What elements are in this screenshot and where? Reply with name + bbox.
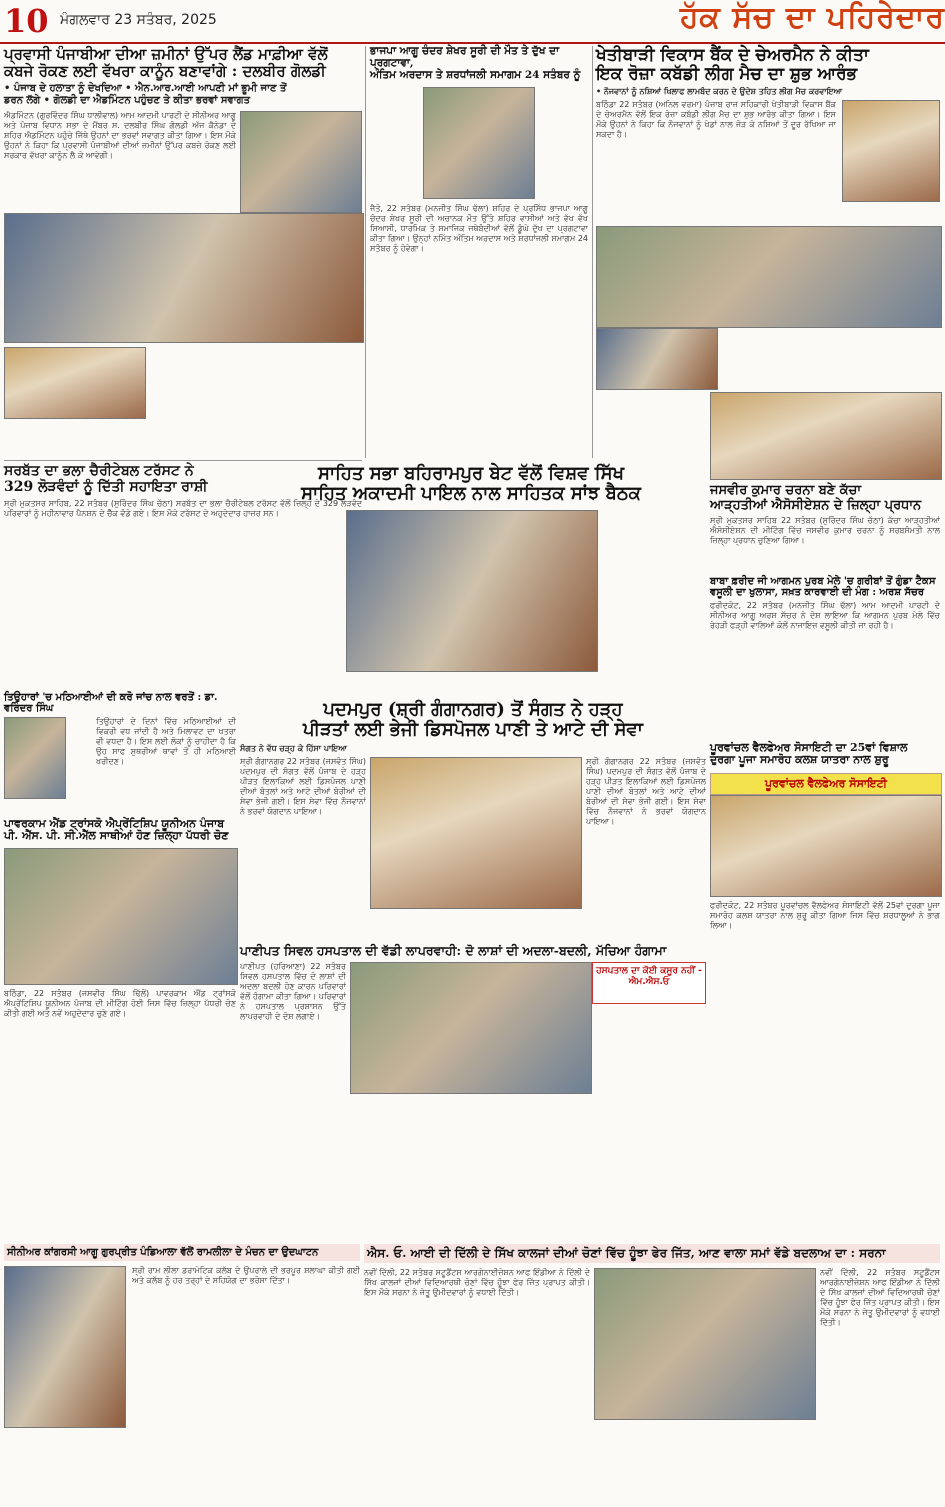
- article-body: ਬਠਿੰਡਾ 22 ਸਤੰਬਰ (ਅਨਿਲ ਵਰਮਾ) ਪੰਜਾਬ ਰਾਜ ਸਹਿਕਾਰੀ ਖੇਤੀਬਾੜੀ ਵਿਕਾਸ ਬੈਂਕ ਦੇ ਚੇਅਰਮੈਨ ਵੱਲੋਂ ਇਕ ਰੋਜ਼ਾ ਕਬੱਡੀ ਲੀਗ ਮੈਚ ਦਾ ਸ਼ੁਭ ਆਰੰਭ ਕੀਤਾ ਗਿਆ। ਇਸ ਮੌਕੇ ਉਹਨਾਂ ਨੇ ਕਿਹਾ ਕਿ ਨੌਜਵਾਨਾਂ ਨੂੰ ਖੇਡਾਂ ਨਾਲ ਜੋੜ ਕੇ ਨਸ਼ਿਆਂ ਤੋਂ ਦੂਰ ਰੱਖਿਆ ਜਾ ਸਕਦਾ ਹੈ।: [596, 99, 836, 139]
- issue-date: ਮੰਗਲਵਾਰ 23 ਸਤੰਬਰ, 2025: [60, 12, 217, 28]
- headline: 329 ਲੋੜਵੰਦਾਂ ਨੂੰ ਦਿੱਤੀ ਸਹਾਇਤਾ ਰਾਸ਼ੀ: [4, 478, 208, 495]
- photo-kalash-yatra: [710, 795, 942, 897]
- article-sahit-sabha: [236, 464, 706, 696]
- headline: ਤਿਉਹਾਰਾਂ 'ਚ ਮਠਿਆਈਆਂ ਦੀ ਕਰੋ ਜਾਂਚ ਨਾਲ ਵਰਤੋਂ : ਡਾ. ਵਰਿੰਦਰ ਸਿੰਘ: [4, 692, 218, 715]
- article-gunda-tax: [710, 576, 940, 736]
- headline: ਸਰਬੱਤ ਦਾ ਭਲਾ ਚੈਰੀਟੇਬਲ ਟਰੱਸਟ ਨੇ: [4, 463, 194, 479]
- article-body: ਸ੍ਰੀ ਮੁਕਤਸਰ ਸਾਹਿਬ, 22 ਸਤੰਬਰ (ਸੁਰਿੰਦਰ ਸਿੰਘ ਚੱਠਾ) ਸਰਬੱਤ ਦਾ ਭਲਾ ਚੈਰੀਟੇਬਲ ਟਰੱਸਟ ਵੱਲੋਂ ਜ਼ਿਲ੍ਹੇ ਦੇ 329 ਲੋੜਵੰਦ ਪਰਿਵਾਰਾਂ ਨੂੰ ਮਹੀਨਾਵਾਰ ਪੈਨਸ਼ਨ ਦੇ ਚੈੱਕ ਵੰਡੇ ਗਏ। ਇਸ ਮੌਕੇ ਟਰੱਸਟ ਦੇ ਅਹੁਦੇਦਾਰ ਹਾਜ਼ਰ ਸਨ।: [4, 499, 362, 519]
- headline: ਆੜ੍ਹਤੀਆਂ ਐਸੋਸੀਏਸ਼ਨ ਦੇ ਜ਼ਿਲ੍ਹਾ ਪ੍ਰਧਾਨ: [710, 497, 922, 513]
- article-body: ਫਰੀਦਕੋਟ, 22 ਸਤੰਬਰ ਪੂਰਵਾਂਚਲ ਵੈਲਫੇਅਰ ਸੋਸਾਇਟੀ ਵੱਲੋਂ 25ਵਾਂ ਦੁਰਗਾ ਪੂਜਾ ਸਮਾਰੋਹ ਕਲਸ਼ ਯਾਤਰਾ ਨਾਲ ਸ਼ੁਰੂ ਕੀਤਾ ਗਿਆ ਜਿਸ ਵਿੱਚ ਸ਼ਰਧਾਲੂਆਂ ਨੇ ਭਾਗ ਲਿਆ।: [710, 900, 940, 930]
- headline: ਕਬਜੇ ਰੋਕਣ ਲਈ ਵੱਖਰਾ ਕਾਨੂੰਨ ਬਣਾਵਾਂਗੇ : ਦਲਬੀਰ ਗੋਲਡੀ: [4, 61, 326, 80]
- subheadline: ਸੰਗਤ ਨੇ ਵੱਧ ਚੜ੍ਹ ਕੇ ਹਿੱਸਾ ਪਾਇਆ: [240, 744, 347, 754]
- headline: ਜਸਵੀਰ ਕੁਮਾਰ ਚਰਨਾ ਬਣੇ ਕੱਚਾ: [710, 483, 862, 498]
- article-durga-puja: [710, 742, 940, 1242]
- subheadline: ਡਰਨ ਲੱਗੇ • ਗੋਲਡੀ ਦਾ ਐਡਮਿੰਟਨ ਪਹੁੰਚਣ ਤੇ ਕੀਤਾ ਭਰਵਾਂ ਸਵਾਗਤ: [4, 94, 251, 106]
- photo-kabaddi-match: [596, 226, 942, 328]
- article-body: ਸ੍ਰੀ ਰਾਮ ਲੀਲਾ ਡਰਾਮੇਟਿਕ ਕਲੱਬ ਦੇ ਉਪਰਾਲੇ ਦੀ ਭਰਪੂਰ ਸ਼ਲਾਘਾ ਕੀਤੀ ਗਈ ਅਤੇ ਕਲੱਬ ਨੂੰ ਹਰ ਤਰ੍ਹਾਂ ਦੇ ਸਹਿਯੋਗ ਦਾ ਭਰੋਸਾ ਦਿੱਤਾ।: [132, 1266, 360, 1286]
- headline: ਅੰਤਿਮ ਅਰਦਾਸ ਤੇ ਸ਼ਰਧਾਂਜਲੀ ਸਮਾਗਮ 24 ਸਤੰਬਰ ਨੂੰ: [370, 68, 581, 81]
- article-body: ਨਵੀਂ ਦਿੱਲੀ, 22 ਸਤੰਬਰ ਸਟੂਡੈਂਟਸ ਆਰਗੇਨਾਈਜ਼ੇਸ਼ਨ ਆਫ ਇੰਡੀਆ ਨੇ ਦਿੱਲੀ ਦੇ ਸਿੱਖ ਕਾਲਜਾਂ ਦੀਆਂ ਵਿਦਿਆਰਥੀ ਚੋਣਾਂ ਵਿੱਚ ਹੂੰਝਾ ਫੇਰ ਜਿੱਤ ਪ੍ਰਾਪਤ ਕੀਤੀ। ਇਸ ਮੌਕੇ ਸਰਨਾ ਨੇ ਜੇਤੂ ਉਮੀਦਵਾਰਾਂ ਨੂੰ ਵਧਾਈ ਦਿੱਤੀ।: [820, 1268, 940, 1328]
- article-panipat-hospital: [240, 944, 706, 1240]
- article-body: ਨਵੀਂ ਦਿੱਲੀ, 22 ਸਤੰਬਰ ਸਟੂਡੈਂਟਸ ਆਰਗੇਨਾਈਜ਼ੇਸ਼ਨ ਆਫ ਇੰਡੀਆ ਨੇ ਦਿੱਲੀ ਦੇ ਸਿੱਖ ਕਾਲਜਾਂ ਦੀਆਂ ਵਿਦਿਆਰਥੀ ਚੋਣਾਂ ਵਿੱਚ ਹੂੰਝਾ ਫੇਰ ਜਿੱਤ ਪ੍ਰਾਪਤ ਕੀਤੀ। ਇਸ ਮੌਕੇ ਸਰਨਾ ਨੇ ਜੇਤੂ ਉਮੀਦਵਾਰਾਂ ਨੂੰ ਵਧਾਈ ਦਿੱਤੀ।: [364, 1268, 590, 1298]
- headline: ਖੇਤੀਬਾੜੀ ਵਿਕਾਸ ਬੈਂਕ ਦੇ ਚੇਅਰਮੈਨ ਨੇ ਕੀਤਾ: [596, 45, 869, 65]
- headline: ਪਦਮਪੁਰ (ਸ਼੍ਰੀ ਗੰਗਾਨਗਰ) ਤੋਂ ਸੰਗਤ ਨੇ ਹੜ੍ਹ: [323, 699, 623, 720]
- headline: ਪ੍ਰਵਾਸੀ ਪੰਜਾਬੀਆ ਦੀਆ ਜ਼ਮੀਨਾਂ ਉੱਪਰ ਲੈਂਡ ਮਾਫ਼ੀਆ ਵੱਲੋਂ: [4, 45, 328, 63]
- article-soi-victory: [364, 1244, 940, 1504]
- photo-union: [4, 848, 238, 985]
- article-body: ਜੈਤੋ, 22 ਸਤੰਬਰ (ਮਨਜੀਤ ਸਿੰਘ ਢੱਲਾ) ਸ਼ਹਿਰ ਦੇ ਪ੍ਰਸਿੱਧ ਭਾਜਪਾ ਆਗੂ ਚੰਦਰ ਸ਼ੇਖਰ ਸੂਰੀ ਦੀ ਅਚਾਨਕ ਮੌਤ ਉੱਤੇ ਸ਼ਹਿਰ ਵਾਸੀਆਂ ਅਤੇ ਵੱਖ ਵੱਖ ਸਿਆਸੀ, ਧਾਰਮਿਕ ਤੇ ਸਮਾਜਿਕ ਜਥੇਬੰਦੀਆਂ ਵੱਲੋਂ ਡੂੰਘੇ ਦੁੱਖ ਦਾ ਪ੍ਰਗਟਾਵਾ ਕੀਤਾ ਗਿਆ। ਉਨ੍ਹਾਂ ਨਮਿੱਤ ਅੰਤਿਮ ਅਰਦਾਸ ਅਤੇ ਸ਼ਰਧਾਂਜਲੀ ਸਮਾਗਮ 24 ਸਤੰਬਰ ਨੂੰ ਹੋਵੇਗਾ।: [370, 204, 588, 254]
- headline: ਸਾਹਿਤ ਸਭਾ ਬਹਿਰਾਮਪੁਰ ਬੇਟ ਵੱਲੋਂ ਵਿਸ਼ਵ ਸਿੱਖ: [318, 463, 624, 484]
- headline: ਇਕ ਰੋਜ਼ਾ ਕਬੱਡੀ ਲੀਗ ਮੈਚ ਦਾ ਸ਼ੁਭ ਆਰੰਭ: [596, 64, 858, 85]
- photo-gathering: [346, 510, 598, 672]
- portrait-photo: [423, 87, 535, 199]
- photo-students: [594, 1268, 816, 1420]
- portrait-doctor: [4, 717, 66, 799]
- headline: ਦੁਰਗਾ ਪੂਜਾ ਸਮਾਰੋਹ ਕਲਸ਼ ਯਾਤਰਾ ਨਾਲ ਸ਼ੁਰੂ: [710, 753, 889, 767]
- subheadline: • ਪੰਜਾਬ ਦੇ ਹਲਾਤਾ ਨੂੰ ਦੇਖਦਿਆ • ਐਨ.ਆਰ.ਆਈ ਆਪਣੀ ਮਾਂ ਭੂਮੀ ਜਾਣ ਤੋਂ: [4, 82, 287, 94]
- headline: ਪੀ. ਐੱਸ. ਪੀ. ਸੀ.ਐੱਲ ਸਾਥੀਆਂ ਹੋਣ ਜ਼ਿਲ੍ਹਾ ਪੱਧਰੀ ਚੋਣ: [4, 829, 229, 843]
- headline: ਸੀਨੀਅਰ ਕਾਂਗਰਸੀ ਆਗੂ ਗੁਰਪ੍ਰੀਤ ਪੰਡਿਆਲਾ ਵੱਲੋਂ ਰਾਮਲੀਲਾ ਦੇ ਮੰਚਨ ਦਾ ਉਦਘਾਟਨ: [4, 1244, 360, 1261]
- article-jasvir-charna: [710, 392, 940, 572]
- brand-logo: ਹੱਕ ਸੱਚ ਦਾ ਪਹਿਰੇਦਾਰ: [680, 0, 945, 35]
- headline: ਪਾਣੀਪਤ ਸਿਵਲ ਹਸਪਤਾਲ ਦੀ ਵੱਡੀ ਲਾਪਰਵਾਹੀ: ਦੋ ਲਾਸ਼ਾਂ ਦੀ ਅਦਲਾ-ਬਦਲੀ, ਮੱਚਿਆ ਹੰਗਾਮਾ: [240, 943, 667, 958]
- article-sweets: [4, 692, 236, 812]
- article-nri-land: [4, 46, 362, 458]
- article-powercom-union: [4, 818, 236, 1248]
- headline: ਭਾਜਪਾ ਆਗੂ ਚੰਦਰ ਸ਼ੇਖਰ ਸੂਰੀ ਦੀ ਮੌਤ ਤੇ ਦੁੱਖ ਦਾ ਪ੍ਰਗਟਾਵਾ,: [370, 45, 560, 69]
- article-body: ਬਠਿੰਡਾ, 22 ਸਤੰਬਰ (ਜਸਵੀਰ ਸਿੰਘ ਢਿੱਲੋਂ) ਪਾਵਰਕਾਮ ਐਂਡ ਟ੍ਰਾਂਸਕੋ ਐਪ੍ਰੇਂਟਿਸ਼ਿਪ ਯੂਨੀਅਨ ਪੰਜਾਬ ਦੀ ਮੀਟਿੰਗ ਹੋਈ ਜਿਸ ਵਿੱਚ ਜ਼ਿਲ੍ਹਾ ਪੱਧਰੀ ਚੋਣ ਕੀਤੀ ਗਈ ਅਤੇ ਨਵੇਂ ਅਹੁਦੇਦਾਰ ਚੁਣੇ ਗਏ।: [4, 988, 236, 1018]
- article-suri-tribute: [370, 46, 588, 458]
- headline: ਪੂਰਵਾਂਚਲ ਵੈਲਫੇਅਰ ਸੋਸਾਇਟੀ ਦਾ 25ਵਾਂ ਵਿਸ਼ਾਲ: [710, 741, 908, 754]
- headline: ਪਾਵਰਕਾਮ ਐਂਡ ਟ੍ਰਾਂਸਕੋ ਐਪ੍ਰੇਂਟਿਸ਼ਿਪ ਯੂਨੀਅਨ ਪੰਜਾਬ: [4, 817, 225, 830]
- photo-chairman: [596, 328, 718, 390]
- photo-ramleela: [4, 1266, 126, 1428]
- photo-relief-truck: [370, 757, 582, 909]
- subheadline: • ਨੌਜਵਾਨਾਂ ਨੂੰ ਨਸ਼ਿਆਂ ਖਿਲਾਫ ਲਾਮਬੰਦ ਕਰਨ ਦੇ ਉਦੇਸ਼ ਤਹਿਤ ਲੀਗ ਮੈਚ ਕਰਵਾਇਆ: [596, 87, 843, 97]
- headline: ਐਸ. ਓ. ਆਈ ਦੀ ਦਿੱਲੀ ਦੇ ਸਿੱਖ ਕਾਲਜਾਂ ਦੀਆਂ ਚੋਣਾਂ ਵਿੱਚ ਹੂੰਝਾ ਫੇਰ ਜਿੱਤ, ਆਣ ਵਾਲਾ ਸਮਾਂ ਵੱਡੇ ਬਦਲਾਅ ਦਾ : ਸਰਨਾ: [364, 1244, 940, 1263]
- headline: ਪੀੜਤਾਂ ਲਈ ਭੇਜੀ ਡਿਸਪੋਜਲ ਪਾਣੀ ਤੇ ਆਟੇ ਦੀ ਸੇਵਾ: [303, 719, 643, 741]
- article-body: ਪਾਣੀਪਤ (ਹਰਿਆਣਾ) 22 ਸਤੰਬਰ ਸਿਵਲ ਹਸਪਤਾਲ ਵਿੱਚ ਦੋ ਲਾਸ਼ਾਂ ਦੀ ਅਦਲਾ ਬਦਲੀ ਹੋਣ ਕਾਰਨ ਪਰਿਵਾਰਾਂ ਵੱਲੋਂ ਹੰਗਾਮਾ ਕੀਤਾ ਗਿਆ। ਪਰਿਵਾਰਾਂ ਨੇ ਹਸਪਤਾਲ ਪ੍ਰਸ਼ਾਸਨ ਉੱਤੇ ਲਾਪਰਵਾਹੀ ਦੇ ਦੋਸ਼ ਲਗਾਏ।: [240, 962, 346, 1021]
- photo-hospital: [350, 962, 592, 1094]
- masthead: [0, 0, 945, 44]
- inset-box: ਹਸਪਤਾਲ ਦਾ ਕੋਈ ਕਸੂਰ ਨਹੀਂ - ਐਮ.ਐਸ.ਓ: [592, 962, 706, 1004]
- article-body: ਤਿਉਹਾਰਾਂ ਦੇ ਦਿਨਾਂ ਵਿੱਚ ਮਠਿਆਈਆਂ ਦੀ ਵਿਕਰੀ ਵਧ ਜਾਂਦੀ ਹੈ ਅਤੇ ਮਿਲਾਵਟ ਦਾ ਖਤਰਾ ਵੀ ਵਧਦਾ ਹੈ। ਇਸ ਲਈ ਲੋਕਾਂ ਨੂੰ ਚਾਹੀਦਾ ਹੈ ਕਿ ਉਹ ਸਾਫ ਸੁਥਰੀਆਂ ਥਾਵਾਂ ਤੋਂ ਹੀ ਮਠਿਆਈ ਖਰੀਦਣ।: [96, 717, 236, 767]
- headline: ਸਾਹਿਤ ਅਕਾਦਮੀ ਪਾਇਲ ਨਾਲ ਸਾਹਿਤਕ ਸਾਂਝ ਬੈਠਕ: [301, 483, 641, 505]
- photo-group: [240, 111, 362, 213]
- article-body: ਫਰੀਦਕੋਟ, 22 ਸਤੰਬਰ (ਮਨਜੀਤ ਸਿੰਘ ਢੱਲਾ) ਆਮ ਆਦਮੀ ਪਾਰਟੀ ਦੇ ਸੀਨੀਅਰ ਆਗੂ ਅਰਸ਼ ਸੱਚਰ ਨੇ ਦੋਸ਼ ਲਾਇਆ ਕਿ ਆਗਮਨ ਪੁਰਬ ਮੇਲੇ ਵਿੱਚ ਰੇਹੜੀ ਫੜ੍ਹੀ ਵਾਲਿਆਂ ਕੋਲੋਂ ਨਾਜਾਇਜ਼ ਵਸੂਲੀ ਕੀਤੀ ਜਾ ਰਹੀ ਹੈ।: [710, 601, 940, 631]
- article-body: ਐਡਮਿੰਟਨ (ਗੁਰਵਿੰਦਰ ਸਿੰਘ ਧਾਲੀਵਾਲ) ਆਮ ਆਦਮੀ ਪਾਰਟੀ ਦੇ ਸੀਨੀਅਰ ਆਗੂ ਅਤੇ ਪੰਜਾਬ ਵਿਧਾਨ ਸਭਾ ਦੇ ਮੈਂਬਰ ਸ. ਦਲਬੀਰ ਸਿੰਘ ਗੋਲਡੀ ਅੱਜ ਕੈਨੇਡਾ ਦੇ ਸ਼ਹਿਰ ਐਡਮਿੰਟਨ ਪਹੁੰਚੇ ਜਿੱਥੇ ਉਹਨਾਂ ਦਾ ਭਰਵਾਂ ਸਵਾਗਤ ਕੀਤਾ ਗਿਆ। ਇਸ ਮੌਕੇ ਉਹਨਾਂ ਨੇ ਕਿਹਾ ਕਿ ਪ੍ਰਵਾਸੀ ਪੰਜਾਬੀਆਂ ਦੀਆਂ ਜ਼ਮੀਨਾਂ ਉੱਪਰ ਕਬਜ਼ੇ ਰੋਕਣ ਲਈ ਸਰਕਾਰ ਵੱਖਰਾ ਕਾਨੂੰਨ ਲੈ ਕੇ ਆਵੇਗੀ।: [4, 110, 236, 160]
- headline: ਬਾਬਾ ਫ਼ਰੀਦ ਜੀ ਆਗਮਨ ਪੁਰਬ ਮੇਲੇ 'ਚ ਗਰੀਬਾਂ ਤੋਂ ਗੁੰਡਾ ਟੈਕਸ: [710, 576, 936, 587]
- photo-reception: [4, 347, 146, 419]
- article-ramleela: [4, 1244, 360, 1504]
- article-padampur: [240, 700, 706, 940]
- photo-celebration: [710, 392, 942, 480]
- photo-kabaddi: [842, 100, 940, 202]
- article-body: ਸ੍ਰੀ ਗੰਗਾਨਗਰ 22 ਸਤੰਬਰ (ਜਸਵੰਤ ਸਿੰਘ) ਪਦਮਪੁਰ ਦੀ ਸੰਗਤ ਵੱਲੋਂ ਪੰਜਾਬ ਦੇ ਹੜ੍ਹ ਪੀੜਤ ਇਲਾਕਿਆਂ ਲਈ ਡਿਸਪੋਜਲ ਪਾਣੀ ਦੀਆਂ ਬੋਤਲਾਂ ਅਤੇ ਆਟੇ ਦੀਆਂ ਬੋਰੀਆਂ ਦੀ ਸੇਵਾ ਭੇਜੀ ਗਈ। ਇਸ ਸੇਵਾ ਵਿੱਚ ਨੌਜਵਾਨਾਂ ਨੇ ਭਰਵਾਂ ਯੋਗਦਾਨ ਪਾਇਆ।: [240, 756, 366, 816]
- page-number: 10: [4, 2, 49, 40]
- article-body: ਸ੍ਰੀ ਮੁਕਤਸਰ ਸਾਹਿਬ 22 ਸਤੰਬਰ (ਸੁਰਿੰਦਰ ਸਿੰਘ ਚੱਠਾ) ਕੱਚਾ ਆੜ੍ਹਤੀਆਂ ਐਸੋਸੀਏਸ਼ਨ ਦੀ ਮੀਟਿੰਗ ਵਿੱਚ ਜਸਵੀਰ ਕੁਮਾਰ ਚਰਨਾ ਨੂੰ ਸਰਬਸੰਮਤੀ ਨਾਲ ਜ਼ਿਲ੍ਹਾ ਪ੍ਰਧਾਨ ਚੁਣਿਆ ਗਿਆ।: [710, 516, 940, 546]
- event-banner: ਪੂਰਵਾਂਚਲ ਵੈਲਫੇਅਰ ਸੋਸਾਇਟੀ: [710, 773, 942, 795]
- article-kabaddi: [596, 46, 940, 222]
- article-body: ਸ੍ਰੀ ਗੰਗਾਨਗਰ 22 ਸਤੰਬਰ (ਜਸਵੰਤ ਸਿੰਘ) ਪਦਮਪੁਰ ਦੀ ਸੰਗਤ ਵੱਲੋਂ ਪੰਜਾਬ ਦੇ ਹੜ੍ਹ ਪੀੜਤ ਇਲਾਕਿਆਂ ਲਈ ਡਿਸਪੋਜਲ ਪਾਣੀ ਦੀਆਂ ਬੋਤਲਾਂ ਅਤੇ ਆਟੇ ਦੀਆਂ ਬੋਰੀਆਂ ਦੀ ਸੇਵਾ ਭੇਜੀ ਗਈ। ਇਸ ਸੇਵਾ ਵਿੱਚ ਨੌਜਵਾਨਾਂ ਨੇ ਭਰਵਾਂ ਯੋਗਦਾਨ ਪਾਇਆ।: [586, 756, 706, 826]
- photo-meeting: [4, 213, 364, 343]
- headline: ਵਸੂਲੀ ਦਾ ਖੁਲਾਸਾ, ਸਖ਼ਤ ਕਾਰਵਾਈ ਦੀ ਮੰਗ : ਅਰਸ਼ ਸੱਚਰ: [710, 587, 925, 599]
